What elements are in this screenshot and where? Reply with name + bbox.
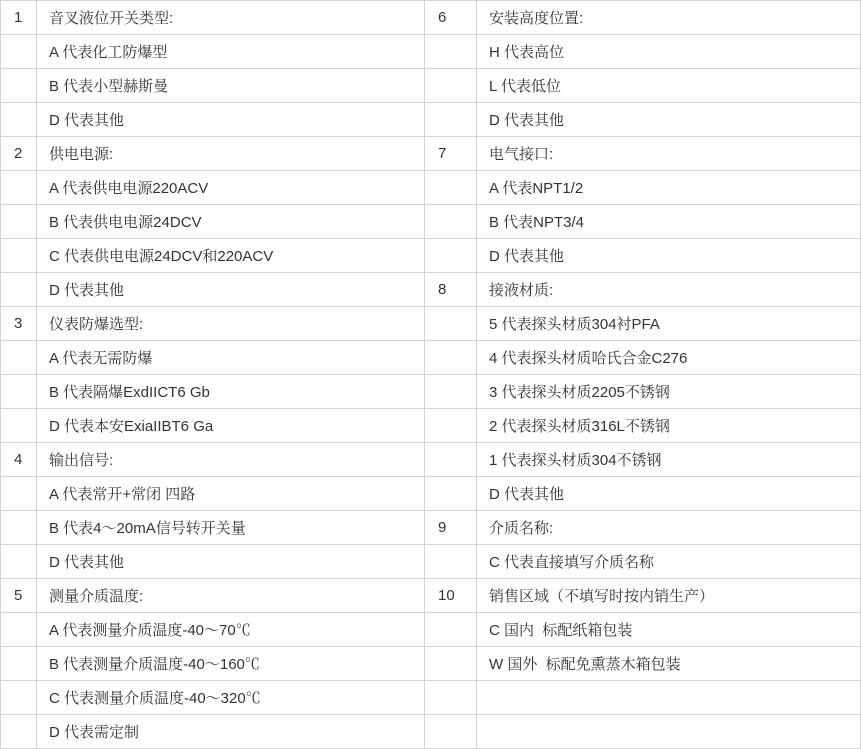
left-item-number-cell — [1, 715, 37, 749]
left-item-text-cell: D 代表其他 — [37, 273, 425, 307]
left-item-number-cell — [1, 239, 37, 273]
left-item-text-cell: B 代表隔爆ExdIICT6 Gb — [37, 375, 425, 409]
right-item-number-cell — [425, 239, 477, 273]
left-item-text-cell: C 代表供电电源24DCV和220ACV — [37, 239, 425, 273]
left-item-text-cell: 测量介质温度: — [37, 579, 425, 613]
table-row — [1, 375, 861, 409]
right-item-number-cell: 10 — [425, 579, 477, 613]
right-item-text-cell: D 代表其他 — [477, 239, 861, 273]
table-row — [1, 409, 861, 443]
right-item-number-cell — [425, 443, 477, 477]
left-item-number-cell — [1, 613, 37, 647]
left-item-number-cell — [1, 35, 37, 69]
right-item-text-cell: 5 代表探头材质304衬PFA — [477, 307, 861, 341]
right-item-text-cell: 2 代表探头材质316L不锈钢 — [477, 409, 861, 443]
left-item-number-cell — [1, 409, 37, 443]
left-item-number-cell — [1, 681, 37, 715]
left-item-text-cell: A 代表常开+常闭 四路 — [37, 477, 425, 511]
table-row — [1, 715, 861, 749]
left-item-number-cell — [1, 205, 37, 239]
right-item-number-cell — [425, 103, 477, 137]
table-row — [1, 681, 861, 715]
left-item-text-cell: D 代表需定制 — [37, 715, 425, 749]
table-row — [1, 35, 861, 69]
right-item-number-cell: 7 — [425, 137, 477, 171]
right-item-text-cell: D 代表其他 — [477, 103, 861, 137]
table-row — [1, 69, 861, 103]
right-item-number-cell: 9 — [425, 511, 477, 545]
right-item-number-cell — [425, 477, 477, 511]
left-item-number-cell — [1, 647, 37, 681]
left-item-text-cell: 供电电源: — [37, 137, 425, 171]
right-item-text-cell: 销售区域（不填写时按内销生产） — [477, 579, 861, 613]
table-row — [1, 205, 861, 239]
right-item-text-cell: 介质名称: — [477, 511, 861, 545]
left-item-number-cell — [1, 511, 37, 545]
left-item-number-cell — [1, 69, 37, 103]
table-row — [1, 647, 861, 681]
table-row — [1, 341, 861, 375]
left-item-number-cell: 5 — [1, 579, 37, 613]
left-item-text-cell: 音叉液位开关类型: — [37, 1, 425, 35]
left-item-number-cell — [1, 171, 37, 205]
table-row — [1, 477, 861, 511]
right-item-number-cell — [425, 341, 477, 375]
table-row — [1, 1, 861, 35]
left-item-text-cell: A 代表化工防爆型 — [37, 35, 425, 69]
right-item-text-cell: B 代表NPT3/4 — [477, 205, 861, 239]
left-item-number-cell — [1, 273, 37, 307]
left-item-number-cell: 3 — [1, 307, 37, 341]
right-item-text-cell — [477, 715, 861, 749]
table-row — [1, 307, 861, 341]
right-item-text-cell: W 国外 标配免熏蒸木箱包装 — [477, 647, 861, 681]
right-item-number-cell — [425, 171, 477, 205]
right-item-text-cell: 电气接口: — [477, 137, 861, 171]
left-item-text-cell: A 代表无需防爆 — [37, 341, 425, 375]
table-row — [1, 545, 861, 579]
right-item-number-cell — [425, 409, 477, 443]
table-row — [1, 103, 861, 137]
left-item-number-cell: 1 — [1, 1, 37, 35]
right-item-text-cell: 1 代表探头材质304不锈钢 — [477, 443, 861, 477]
right-item-number-cell — [425, 35, 477, 69]
right-item-number-cell — [425, 613, 477, 647]
left-item-number-cell: 4 — [1, 443, 37, 477]
left-item-text-cell: C 代表测量介质温度-40～320℃ — [37, 681, 425, 715]
table-row — [1, 443, 861, 477]
left-item-number-cell — [1, 341, 37, 375]
left-item-text-cell: A 代表测量介质温度-40～70℃ — [37, 613, 425, 647]
left-item-text-cell: B 代表小型赫斯曼 — [37, 69, 425, 103]
right-item-text-cell: C 国内 标配纸箱包装 — [477, 613, 861, 647]
right-item-number-cell — [425, 69, 477, 103]
right-item-text-cell: 3 代表探头材质2205不锈钢 — [477, 375, 861, 409]
left-item-number-cell — [1, 545, 37, 579]
right-item-text-cell: 4 代表探头材质哈氏合金C276 — [477, 341, 861, 375]
right-item-text-cell: 安装高度位置: — [477, 1, 861, 35]
left-item-text-cell: 仪表防爆选型: — [37, 307, 425, 341]
right-item-number-cell — [425, 647, 477, 681]
left-item-number-cell — [1, 375, 37, 409]
right-item-number-cell — [425, 205, 477, 239]
right-item-text-cell: D 代表其他 — [477, 477, 861, 511]
right-item-text-cell: C 代表直接填写介质名称 — [477, 545, 861, 579]
table-row — [1, 239, 861, 273]
right-item-number-cell: 8 — [425, 273, 477, 307]
right-item-number-cell — [425, 375, 477, 409]
right-item-number-cell — [425, 715, 477, 749]
left-item-number-cell: 2 — [1, 137, 37, 171]
table-row — [1, 511, 861, 545]
left-item-text-cell: D 代表其他 — [37, 103, 425, 137]
table-row — [1, 579, 861, 613]
left-item-text-cell: 输出信号: — [37, 443, 425, 477]
left-item-text-cell: D 代表其他 — [37, 545, 425, 579]
table-row — [1, 613, 861, 647]
right-item-number-cell — [425, 545, 477, 579]
right-item-text-cell: 接液材质: — [477, 273, 861, 307]
right-item-number-cell — [425, 681, 477, 715]
right-item-text-cell: H 代表高位 — [477, 35, 861, 69]
left-item-number-cell — [1, 477, 37, 511]
left-item-text-cell: D 代表本安ExiaIIBT6 Ga — [37, 409, 425, 443]
left-item-text-cell: B 代表测量介质温度-40～160℃ — [37, 647, 425, 681]
table-row — [1, 273, 861, 307]
right-item-number-cell — [425, 307, 477, 341]
left-item-text-cell: B 代表供电电源24DCV — [37, 205, 425, 239]
left-item-text-cell: A 代表供电电源220ACV — [37, 171, 425, 205]
right-item-text-cell: L 代表低位 — [477, 69, 861, 103]
right-item-text-cell — [477, 681, 861, 715]
spec-table-body — [1, 1, 861, 749]
right-item-text-cell: A 代表NPT1/2 — [477, 171, 861, 205]
left-item-text-cell: B 代表4～20mA信号转开关量 — [37, 511, 425, 545]
right-item-number-cell: 6 — [425, 1, 477, 35]
table-row — [1, 137, 861, 171]
left-item-number-cell — [1, 103, 37, 137]
table-row — [1, 171, 861, 205]
